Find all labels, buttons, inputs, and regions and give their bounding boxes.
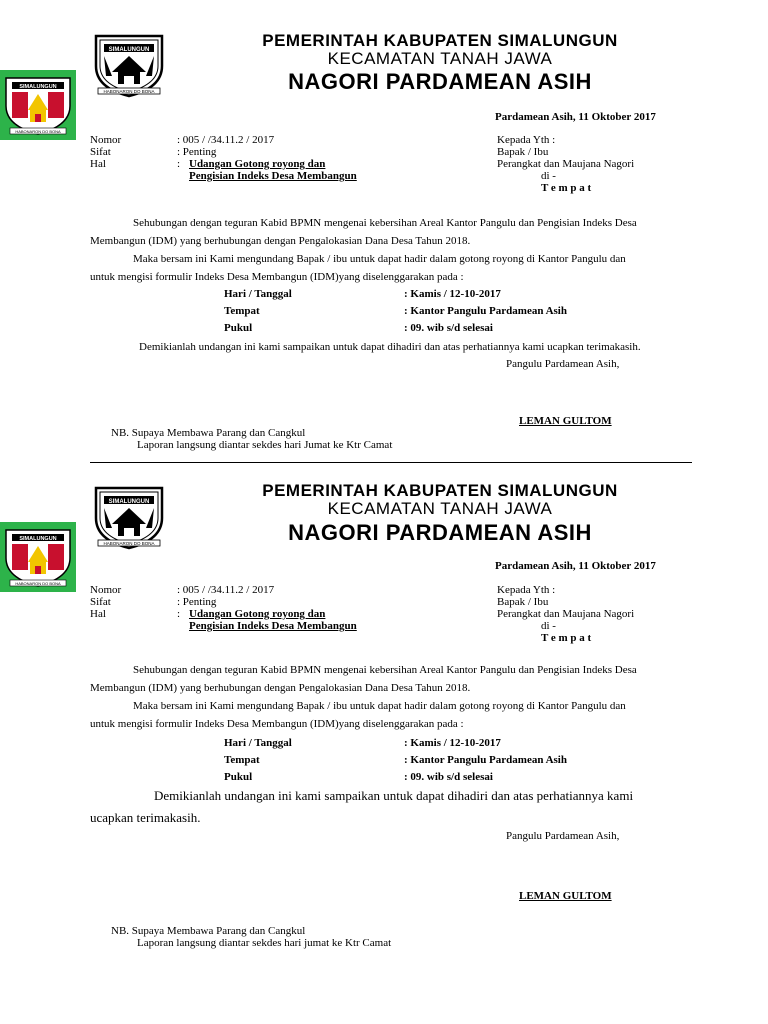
- nomor-value: : 005 / /34.11.2 / 2017: [177, 134, 275, 146]
- sifat-value: : Penting: [177, 146, 217, 158]
- header-line-3: NAGORI PARDAMEAN ASIH: [288, 69, 592, 94]
- body-p1b: Membangun (IDM) yang berhubungan dengan Pengalokasian Dana Desa Tahun 2018.: [90, 235, 471, 247]
- closing-text-a: Demikianlah undangan ini kami sampaikan untuk dapat dihadiri dan atas perhatiannya kami: [154, 788, 634, 803]
- simalungun-emblem-color: [0, 522, 76, 592]
- hal-label: Hal: [90, 158, 106, 170]
- sifat-value: : Penting: [177, 596, 217, 608]
- signoff: Pangulu Pardamean Asih,: [506, 358, 620, 370]
- simalungun-emblem-color: [0, 70, 76, 140]
- letter-1: [0, 0, 768, 470]
- tempat-value: : Kantor Pangulu Pardamean Asih: [404, 754, 567, 766]
- hal-value-1: Udangan Gotong royong dan: [189, 158, 326, 170]
- signoff: Pangulu Pardamean Asih,: [506, 830, 620, 842]
- pukul-label: Pukul: [224, 771, 253, 783]
- hari-value: : Kamis / 12-10-2017: [404, 288, 501, 300]
- body-p2b: untuk mengisi formulir Indeks Desa Membangun (IDM)yang diselenggarakan pada :: [90, 718, 464, 730]
- nb-line-2: Laporan langsung diantar sekdes hari jumat ke Ktr Camat: [137, 937, 392, 949]
- header-line-1: PEMERINTAH KABUPATEN SIMALUNGUN: [262, 481, 618, 500]
- tempat-label: Tempat: [224, 754, 260, 766]
- recipient-line-2: Bapak / Ibu: [497, 596, 549, 608]
- nomor-label: Nomor: [90, 134, 122, 146]
- nomor-value: : 005 / /34.11.2 / 2017: [177, 584, 275, 596]
- signer-name: LEMAN GULTOM: [519, 890, 612, 902]
- closing-text: Demikianlah undangan ini kami sampaikan untuk dapat dihadiri dan atas perhatiannya kami ucapkan terimakasih.: [139, 341, 641, 353]
- recipient-line-3: Perangkat dan Maujana Nagori: [497, 158, 635, 170]
- simalungun-emblem-bw: [90, 478, 168, 550]
- nb-line-1: NB. Supaya Membawa Parang dan Cangkul: [111, 427, 306, 439]
- letter-divider: [90, 462, 692, 463]
- closing-text-b: ucapkan terimakasih.: [90, 810, 201, 825]
- pukul-value: : 09. wib s/d selesai: [404, 322, 493, 334]
- body-p2a: Maka bersam ini Kami mengundang Bapak / ibu untuk dapat hadir dalam gotong royong di Kantor Pangulu dan: [133, 253, 626, 265]
- recipient-line-5: T e m p a t: [541, 632, 592, 644]
- hari-label: Hari / Tanggal: [224, 737, 292, 749]
- header-line-3: NAGORI PARDAMEAN ASIH: [288, 520, 592, 545]
- header-line-2: KECAMATAN TANAH JAWA: [327, 499, 553, 518]
- nb-line-1: NB. Supaya Membawa Parang dan Cangkul: [111, 925, 306, 937]
- hal-colon: :: [177, 608, 181, 620]
- recipient-line-3: Perangkat dan Maujana Nagori: [497, 608, 635, 620]
- body-p1a: Sehubungan dengan teguran Kabid BPMN mengenai kebersihan Areal Kantor Pangulu dan Pengisian Indeks Desa: [133, 664, 637, 676]
- body-p2b: untuk mengisi formulir Indeks Desa Membangun (IDM)yang diselenggarakan pada :: [90, 271, 464, 283]
- sifat-label: Sifat: [90, 596, 111, 608]
- header-line-1: PEMERINTAH KABUPATEN SIMALUNGUN: [262, 31, 618, 50]
- emblem-color-top-text: SIMALUNGUN: [19, 84, 57, 90]
- recipient-line-4: di -: [541, 170, 556, 182]
- hal-value-2: Pengisian Indeks Desa Membangun: [189, 620, 357, 632]
- hal-value-1: Udangan Gotong royong dan: [189, 608, 326, 620]
- tempat-value: : Kantor Pangulu Pardamean Asih: [404, 305, 567, 317]
- emblem-color-top-text: SIMALUNGUN: [19, 536, 57, 542]
- header-line-2: KECAMATAN TANAH JAWA: [327, 49, 553, 68]
- nomor-label: Nomor: [90, 584, 122, 596]
- emblem-top-text: SIMALUNGUN: [108, 47, 150, 53]
- pukul-value: : 09. wib s/d selesai: [404, 771, 493, 783]
- body-p1a: Sehubungan dengan teguran Kabid BPMN mengenai kebersihan Areal Kantor Pangulu dan Pengisian Indeks Desa: [133, 217, 637, 229]
- date-line: Pardamean Asih, 11 Oktober 2017: [495, 560, 656, 572]
- emblem-color-motto: HABONARON DO BONA: [15, 129, 61, 134]
- recipient-line-1: Kepada Yth :: [497, 134, 556, 146]
- recipient-line-2: Bapak / Ibu: [497, 146, 549, 158]
- hari-value: : Kamis / 12-10-2017: [404, 737, 501, 749]
- hal-colon: :: [177, 158, 181, 170]
- hal-value-2: Pengisian Indeks Desa Membangun: [189, 170, 357, 182]
- signer-name: LEMAN GULTOM: [519, 415, 612, 427]
- sifat-label: Sifat: [90, 146, 111, 158]
- nb-line-2: Laporan langsung diantar sekdes hari Jumat ke Ktr Camat: [137, 439, 393, 451]
- tempat-label: Tempat: [224, 305, 260, 317]
- emblem-motto: HABONARON DO BONA: [103, 541, 155, 546]
- hari-label: Hari / Tanggal: [224, 288, 292, 300]
- body-p2a: Maka bersam ini Kami mengundang Bapak / ibu untuk dapat hadir dalam gotong royong di Kantor Pangulu dan: [133, 700, 626, 712]
- emblem-color-motto: HABONARON DO BONA: [15, 581, 61, 586]
- recipient-line-4: di -: [541, 620, 556, 632]
- pukul-label: Pukul: [224, 322, 253, 334]
- recipient-line-1: Kepada Yth :: [497, 584, 556, 596]
- hal-label: Hal: [90, 608, 106, 620]
- body-p1b: Membangun (IDM) yang berhubungan dengan Pengalokasian Dana Desa Tahun 2018.: [90, 682, 471, 694]
- emblem-top-text: SIMALUNGUN: [108, 499, 150, 505]
- emblem-motto: HABONARON DO BONA: [103, 89, 155, 94]
- letter-2: [0, 470, 768, 949]
- simalungun-emblem-bw: [90, 26, 168, 98]
- recipient-line-5: T e m p a t: [541, 182, 592, 194]
- date-line: Pardamean Asih, 11 Oktober 2017: [495, 111, 656, 123]
